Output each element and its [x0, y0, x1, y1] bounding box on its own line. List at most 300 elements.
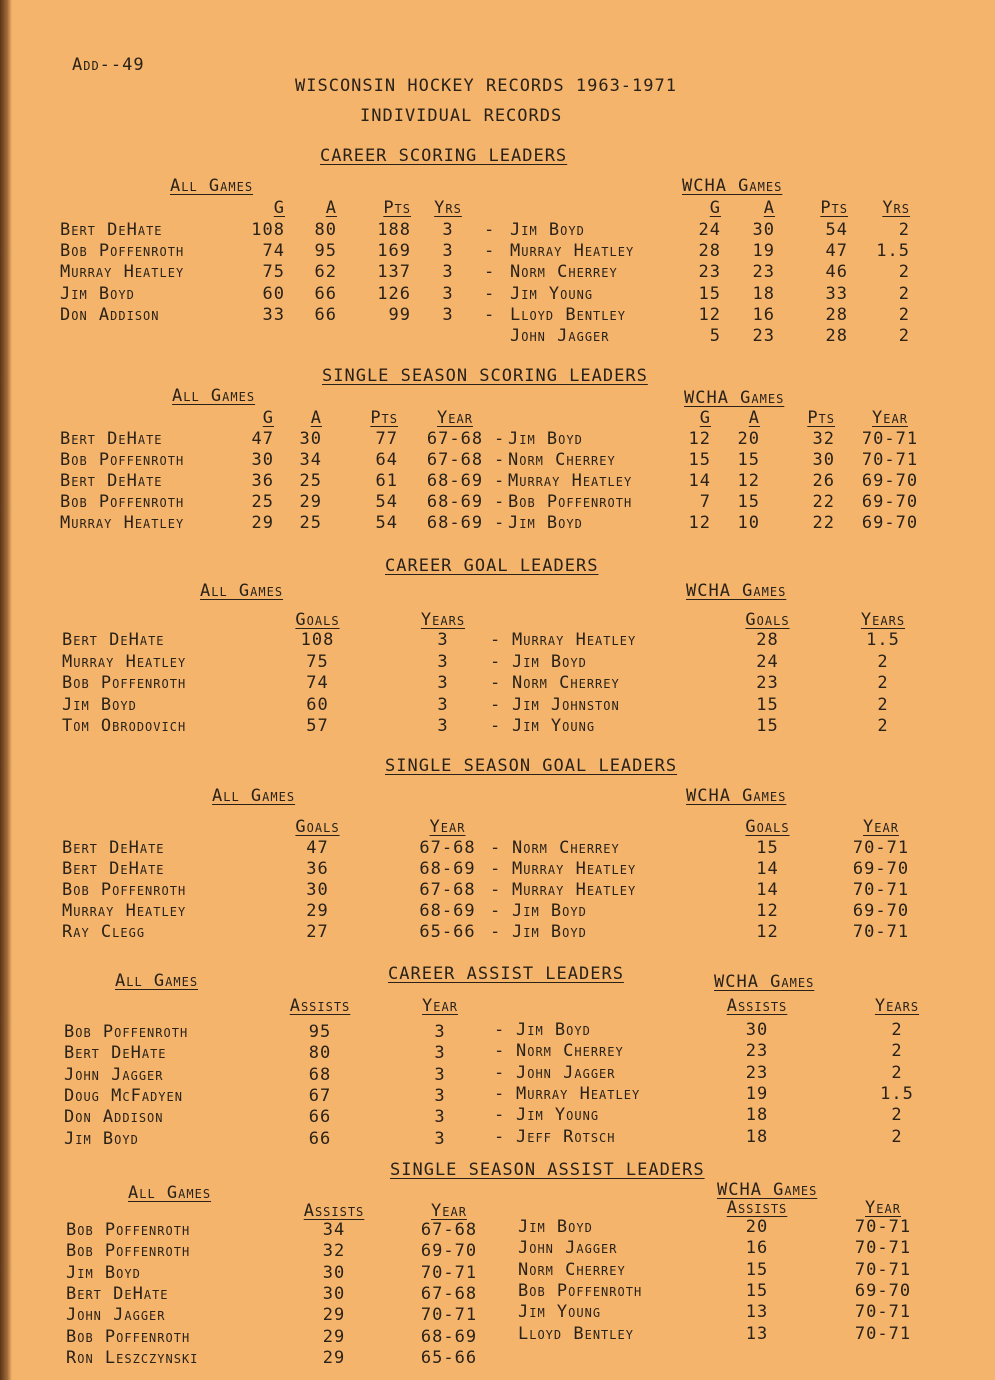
wcha-games-player-name: Jim Boyd: [508, 513, 583, 533]
wcha-games-player-name: Jim Boyd: [512, 922, 587, 942]
wcha-games-stat-cell: 12: [698, 304, 721, 325]
all-games-stat-cell: 80: [308, 1043, 332, 1064]
wcha-games-stat-cell: 30: [752, 220, 775, 240]
all-games-stat-cell: 25: [299, 471, 322, 491]
wcha-games-player-name: Jim Boyd: [516, 1020, 591, 1040]
wcha-games-stat-cell: 69-70: [854, 1280, 912, 1301]
wcha-games-player-name: Bob Poffenroth: [518, 1280, 643, 1301]
wcha-games-stat-cell: 28: [825, 304, 848, 325]
section-heading: CAREER GOAL LEADERS: [385, 556, 599, 576]
wcha-games-player-name: Murray Heatley: [512, 859, 637, 879]
wcha-games-player-name: Norm Cherrey: [518, 1259, 626, 1280]
page-id: Add--49: [72, 55, 145, 75]
row-separator-dash: -: [490, 859, 502, 879]
all-games-player-name: Bert DeHate: [62, 838, 165, 858]
wcha-games-player-name: John Jagger: [510, 326, 610, 346]
wcha-games-stat-cell: 12: [756, 922, 779, 942]
all-games-stat-cell: 25: [299, 513, 322, 533]
all-games-stat-cell: 61: [375, 471, 398, 491]
wcha-games-player-name: Jim Boyd: [508, 429, 583, 449]
all-games-stat-cell: 25: [251, 492, 274, 512]
all-games-stat-cell: 3: [434, 1085, 446, 1106]
all-games-stat-cell: 67: [308, 1085, 332, 1106]
all-games-stat-cell: 29: [251, 513, 274, 533]
wcha-games-stat-cell: 2: [891, 1062, 903, 1083]
wcha-games-player-name: Norm Cherrey: [512, 673, 620, 693]
all-games-stat-cell: 54: [375, 492, 398, 512]
wcha-games-stat-cell: 16: [745, 1238, 769, 1259]
wcha-games-stat-cell: 15: [756, 716, 779, 736]
wcha-games-player-name: Murray Heatley: [512, 630, 637, 650]
wcha-games-column-header: Year: [865, 1198, 901, 1218]
all-games-stat-cell: 29: [322, 1347, 346, 1368]
all-games-stat-cell: 29: [306, 901, 329, 921]
all-games-stat-cell: 30: [299, 429, 322, 449]
all-games-stat-cell: 126: [377, 283, 411, 304]
all-games-stat-cell: 67-68: [420, 1220, 478, 1240]
all-games-stat-cell: 67-68: [420, 1283, 478, 1304]
document-subtitle: INDIVIDUAL RECORDS: [360, 106, 563, 126]
wcha-games-player-name: Murray Heatley: [512, 880, 637, 900]
all-games-stat-cell: 27: [306, 922, 329, 942]
wcha-games-column-header: Pts: [807, 408, 835, 428]
wcha-games-column-header: Assists: [726, 1198, 788, 1218]
row-separator-dash: -: [494, 513, 506, 533]
section-heading: CAREER ASSIST LEADERS: [388, 964, 624, 984]
all-games-stat-cell: 60: [262, 283, 285, 304]
all-games-player-name: Tom Obrodovich: [62, 716, 187, 736]
wcha-games-player-name: Jim Young: [510, 283, 594, 304]
all-games-stat-cell: 30: [251, 450, 274, 470]
all-games-player-name: Bert DeHate: [66, 1283, 169, 1304]
all-games-column-header: Years: [420, 610, 466, 630]
wcha-games-column-header: Years: [860, 610, 906, 630]
all-games-stat-cell: 3: [437, 651, 449, 672]
row-separator-dash: -: [490, 630, 502, 650]
all-games-player-name: Jim Boyd: [66, 1262, 141, 1283]
all-games-stat-cell: 64: [375, 450, 398, 470]
wcha-games-player-name: Murray Heatley: [510, 241, 635, 262]
all-games-stat-cell: 3: [434, 1022, 446, 1042]
wcha-games-player-name: Norm Cherrey: [512, 838, 620, 858]
wcha-games-player-name: Jim Young: [512, 716, 596, 736]
all-games-stat-cell: 3: [437, 673, 449, 693]
wcha-games-stat-cell: 15: [756, 694, 779, 715]
all-games-stat-cell: 75: [262, 262, 285, 283]
all-games-stat-cell: 36: [251, 471, 274, 491]
wcha-games-player-name: Jim Boyd: [512, 901, 587, 921]
wcha-games-stat-cell: 22: [812, 492, 835, 512]
all-games-stat-cell: 3: [442, 241, 454, 262]
row-separator-dash: -: [484, 304, 496, 325]
wcha-games-stat-cell: 23: [752, 326, 775, 346]
wcha-games-stat-cell: 1.5: [876, 241, 910, 262]
all-games-column-header: G: [273, 198, 285, 218]
wcha-games-stat-cell: 23: [745, 1041, 769, 1062]
row-separator-dash: -: [484, 283, 496, 304]
wcha-games-player-name: Jim Young: [518, 1302, 602, 1323]
wcha-games-stat-cell: 10: [737, 513, 760, 533]
all-games-stat-cell: 3: [434, 1128, 446, 1149]
wcha-games-stat-cell: 23: [756, 673, 779, 693]
wcha-games-stat-cell: 2: [891, 1041, 903, 1062]
all-games-column-header: G: [262, 408, 274, 428]
wcha-games-stat-cell: 12: [737, 471, 760, 491]
wcha-games-player-name: Jeff Rotsch: [516, 1126, 616, 1147]
all-games-player-name: John Jagger: [64, 1064, 164, 1085]
all-games-player-name: Bob Poffenroth: [60, 241, 185, 262]
all-games-player-name: Bob Poffenroth: [62, 673, 187, 693]
all-games-stat-cell: 70-71: [420, 1305, 478, 1326]
all-games-stat-cell: 3: [437, 694, 449, 715]
wcha-games-stat-cell: 2: [877, 694, 889, 715]
all-games-column-header: Year: [431, 1201, 467, 1221]
wcha-games-stat-cell: 15: [756, 838, 779, 858]
wcha-games-stat-cell: 46: [825, 262, 848, 283]
section-heading: SINGLE SEASON GOAL LEADERS: [385, 756, 678, 776]
all-games-player-name: Jim Boyd: [60, 283, 135, 304]
all-games-stat-cell: 66: [308, 1107, 332, 1128]
all-games-player-name: Bob Poffenroth: [60, 450, 185, 470]
wcha-games-stat-cell: 2: [898, 326, 910, 346]
wcha-games-player-name: John Jagger: [518, 1238, 618, 1259]
wcha-games-player-name: Bob Poffenroth: [508, 492, 633, 512]
all-games-stat-cell: 47: [251, 429, 274, 449]
wcha-games-stat-cell: 69-70: [861, 513, 919, 533]
wcha-games-label: WCHA Games: [682, 176, 783, 196]
all-games-stat-cell: 62: [314, 262, 337, 283]
wcha-games-column-header: Pts: [820, 198, 848, 218]
all-games-column-header: Assists: [303, 1201, 365, 1221]
wcha-games-stat-cell: 2: [898, 283, 910, 304]
row-separator-dash: -: [484, 220, 496, 240]
all-games-player-name: Ray Clegg: [62, 922, 146, 942]
all-games-player-name: Bob Poffenroth: [64, 1022, 189, 1042]
all-games-column-header: Assists: [289, 996, 351, 1016]
row-separator-dash: -: [490, 922, 502, 942]
wcha-games-stat-cell: 23: [745, 1062, 769, 1083]
all-games-stat-cell: 68: [308, 1064, 332, 1085]
all-games-stat-cell: 30: [322, 1283, 346, 1304]
wcha-games-column-header: G: [709, 198, 721, 218]
section-heading: SINGLE SEASON SCORING LEADERS: [322, 366, 648, 386]
wcha-games-stat-cell: 70-71: [854, 1259, 912, 1280]
wcha-games-stat-cell: 70-71: [861, 429, 919, 449]
wcha-games-player-name: Norm Cherrey: [516, 1041, 624, 1062]
all-games-player-name: Don Addison: [60, 304, 160, 325]
all-games-player-name: Murray Heatley: [62, 901, 187, 921]
all-games-stat-cell: 169: [377, 241, 411, 262]
wcha-games-stat-cell: 28: [825, 326, 848, 346]
wcha-games-stat-cell: 12: [756, 901, 779, 921]
all-games-stat-cell: 68-69: [419, 901, 476, 921]
wcha-games-stat-cell: 69-70: [852, 859, 910, 879]
all-games-stat-cell: 66: [308, 1128, 332, 1149]
all-games-player-name: Bert DeHate: [60, 220, 163, 240]
row-separator-dash: -: [494, 1062, 506, 1083]
all-games-column-header: A: [325, 198, 337, 218]
wcha-games-stat-cell: 70-71: [852, 880, 910, 900]
wcha-games-stat-cell: 54: [825, 220, 848, 240]
all-games-player-name: Bert DeHate: [62, 859, 165, 879]
all-games-player-name: Bob Poffenroth: [66, 1326, 191, 1347]
wcha-games-column-header: A: [763, 198, 775, 218]
wcha-games-player-name: Lloyd Bentley: [510, 304, 626, 325]
row-separator-dash: -: [494, 1083, 506, 1104]
all-games-stat-cell: 77: [375, 429, 398, 449]
all-games-label: All Games: [170, 176, 254, 196]
row-separator-dash: -: [484, 262, 496, 283]
wcha-games-column-header: Year: [872, 408, 908, 428]
all-games-column-header: A: [310, 408, 322, 428]
all-games-stat-cell: 95: [308, 1022, 332, 1042]
wcha-games-stat-cell: 69-70: [861, 492, 919, 512]
wcha-games-column-header: Goals: [745, 817, 790, 837]
row-separator-dash: -: [494, 471, 506, 491]
row-separator-dash: -: [494, 492, 506, 512]
wcha-games-player-name: Norm Cherrey: [508, 450, 616, 470]
row-separator-dash: -: [494, 1041, 506, 1062]
all-games-stat-cell: 70-71: [420, 1262, 478, 1283]
wcha-games-column-header: Goals: [745, 610, 790, 630]
all-games-player-name: Jim Boyd: [62, 694, 137, 715]
all-games-column-header: Year: [429, 817, 466, 837]
wcha-games-stat-cell: 16: [752, 304, 775, 325]
all-games-stat-cell: 66: [314, 304, 337, 325]
all-games-player-name: Murray Heatley: [62, 651, 187, 672]
wcha-games-stat-cell: 2: [877, 673, 889, 693]
wcha-games-stat-cell: 14: [688, 471, 711, 491]
all-games-label: All Games: [212, 786, 296, 806]
wcha-games-player-name: Jim Young: [516, 1105, 600, 1126]
all-games-label: All Games: [115, 971, 199, 991]
all-games-stat-cell: 32: [322, 1241, 346, 1262]
document-title: WISCONSIN HOCKEY RECORDS 1963-1971: [295, 76, 677, 96]
wcha-games-stat-cell: 33: [825, 283, 848, 304]
wcha-games-stat-cell: 70-71: [861, 450, 919, 470]
all-games-stat-cell: 3: [434, 1107, 446, 1128]
all-games-stat-cell: 99: [388, 304, 411, 325]
all-games-column-header: Pts: [383, 198, 411, 218]
wcha-games-stat-cell: 26: [812, 471, 835, 491]
wcha-games-stat-cell: 32: [812, 429, 835, 449]
all-games-stat-cell: 95: [314, 241, 337, 262]
wcha-games-stat-cell: 70-71: [852, 922, 910, 942]
all-games-player-name: Bert DeHate: [62, 630, 165, 650]
all-games-player-name: Ron Leszczynski: [66, 1347, 199, 1368]
wcha-games-stat-cell: 20: [745, 1217, 769, 1237]
wcha-games-stat-cell: 12: [688, 429, 711, 449]
wcha-games-player-name: Jim Boyd: [510, 220, 585, 240]
wcha-games-stat-cell: 1.5: [866, 630, 900, 650]
row-separator-dash: -: [490, 651, 502, 672]
wcha-games-label: WCHA Games: [684, 388, 785, 408]
row-separator-dash: -: [490, 880, 502, 900]
all-games-player-name: Bert DeHate: [64, 1043, 167, 1064]
all-games-player-name: Bob Poffenroth: [62, 880, 187, 900]
wcha-games-stat-cell: 15: [698, 283, 721, 304]
wcha-games-stat-cell: 2: [898, 220, 910, 240]
row-separator-dash: -: [494, 1020, 506, 1040]
all-games-stat-cell: 108: [251, 220, 285, 240]
wcha-games-stat-cell: 13: [745, 1323, 769, 1344]
all-games-label: All Games: [200, 581, 284, 601]
row-separator-dash: -: [490, 838, 502, 858]
all-games-stat-cell: 137: [377, 262, 411, 283]
wcha-games-stat-cell: 2: [891, 1020, 903, 1040]
wcha-games-stat-cell: 28: [756, 630, 779, 650]
wcha-games-stat-cell: 70-71: [854, 1323, 912, 1344]
all-games-column-header: Year: [437, 408, 473, 428]
row-separator-dash: -: [494, 1105, 506, 1126]
wcha-games-stat-cell: 19: [752, 241, 775, 262]
wcha-games-player-name: John Jagger: [516, 1062, 616, 1083]
wcha-games-stat-cell: 2: [898, 262, 910, 283]
all-games-stat-cell: 30: [306, 880, 329, 900]
wcha-games-stat-cell: 30: [812, 450, 835, 470]
all-games-label: All Games: [172, 386, 256, 406]
all-games-stat-cell: 68-69: [426, 471, 484, 491]
wcha-games-stat-cell: 23: [752, 262, 775, 283]
wcha-games-stat-cell: 13: [745, 1302, 769, 1323]
all-games-stat-cell: 36: [306, 859, 329, 879]
row-separator-dash: -: [490, 901, 502, 921]
wcha-games-stat-cell: 70-71: [852, 838, 910, 858]
wcha-games-stat-cell: 70-71: [854, 1238, 912, 1259]
all-games-player-name: Bob Poffenroth: [60, 492, 185, 512]
all-games-player-name: Bert DeHate: [60, 429, 163, 449]
wcha-games-player-name: Jim Boyd: [512, 651, 587, 672]
section-heading: SINGLE SEASON ASSIST LEADERS: [390, 1160, 705, 1180]
all-games-stat-cell: 60: [306, 694, 329, 715]
wcha-games-stat-cell: 18: [745, 1126, 769, 1147]
all-games-stat-cell: 65-66: [419, 922, 476, 942]
wcha-games-column-header: Yrs: [882, 198, 910, 218]
wcha-games-stat-cell: 15: [737, 492, 760, 512]
wcha-games-label: WCHA Games: [714, 972, 815, 992]
wcha-games-player-name: Norm Cherrey: [510, 262, 618, 283]
wcha-games-stat-cell: 70-71: [854, 1217, 912, 1237]
all-games-column-header: Pts: [370, 408, 398, 428]
wcha-games-stat-cell: 5: [709, 326, 721, 346]
all-games-stat-cell: 67-68: [419, 838, 476, 858]
all-games-stat-cell: 68-69: [426, 513, 484, 533]
row-separator-dash: -: [490, 694, 502, 715]
all-games-stat-cell: 3: [434, 1043, 446, 1064]
wcha-games-column-header: Years: [874, 996, 920, 1016]
wcha-games-stat-cell: 2: [877, 716, 889, 736]
all-games-stat-cell: 69-70: [420, 1241, 478, 1262]
all-games-player-name: Bob Poffenroth: [66, 1241, 191, 1262]
all-games-stat-cell: 80: [314, 220, 337, 240]
wcha-games-player-name: Murray Heatley: [508, 471, 633, 491]
all-games-stat-cell: 3: [437, 630, 449, 650]
row-separator-dash: -: [490, 716, 502, 736]
all-games-stat-cell: 74: [306, 673, 329, 693]
wcha-games-stat-cell: 15: [745, 1259, 769, 1280]
row-separator-dash: -: [484, 241, 496, 262]
all-games-player-name: John Jagger: [66, 1305, 166, 1326]
wcha-games-stat-cell: 24: [756, 651, 779, 672]
all-games-stat-cell: 68-69: [426, 492, 484, 512]
wcha-games-stat-cell: 15: [688, 450, 711, 470]
all-games-label: All Games: [128, 1183, 212, 1203]
wcha-games-stat-cell: 22: [812, 513, 835, 533]
all-games-stat-cell: 54: [375, 513, 398, 533]
wcha-games-player-name: Murray Heatley: [516, 1083, 641, 1104]
all-games-stat-cell: 57: [306, 716, 329, 736]
all-games-stat-cell: 3: [442, 220, 454, 240]
wcha-games-player-name: Jim Boyd: [518, 1217, 593, 1237]
row-separator-dash: -: [494, 429, 506, 449]
wcha-games-stat-cell: 2: [877, 651, 889, 672]
all-games-stat-cell: 67-68: [426, 429, 484, 449]
all-games-stat-cell: 3: [442, 304, 454, 325]
wcha-games-stat-cell: 23: [698, 262, 721, 283]
wcha-games-stat-cell: 47: [825, 241, 848, 262]
wcha-games-stat-cell: 2: [891, 1126, 903, 1147]
wcha-games-stat-cell: 7: [699, 492, 711, 512]
all-games-column-header: Year: [422, 996, 458, 1016]
all-games-stat-cell: 3: [442, 262, 454, 283]
wcha-games-stat-cell: 70-71: [854, 1302, 912, 1323]
wcha-games-label: WCHA Games: [686, 581, 787, 601]
all-games-stat-cell: 188: [377, 220, 411, 240]
all-games-stat-cell: 29: [322, 1305, 346, 1326]
all-games-column-header: Goals: [295, 610, 340, 630]
all-games-stat-cell: 33: [262, 304, 285, 325]
all-games-stat-cell: 66: [314, 283, 337, 304]
wcha-games-stat-cell: 12: [688, 513, 711, 533]
wcha-games-column-header: Year: [863, 817, 899, 837]
all-games-stat-cell: 3: [437, 716, 449, 736]
wcha-games-stat-cell: 19: [745, 1083, 769, 1104]
wcha-games-stat-cell: 24: [698, 220, 721, 240]
all-games-stat-cell: 108: [300, 630, 335, 650]
all-games-stat-cell: 67-68: [426, 450, 484, 470]
wcha-games-player-name: Lloyd Bentley: [518, 1323, 634, 1344]
wcha-games-stat-cell: 15: [745, 1280, 769, 1301]
wcha-games-label: WCHA Games: [717, 1180, 818, 1200]
all-games-stat-cell: 68-69: [420, 1326, 478, 1347]
all-games-stat-cell: 3: [434, 1064, 446, 1085]
wcha-games-stat-cell: 15: [737, 450, 760, 470]
all-games-stat-cell: 29: [299, 492, 322, 512]
wcha-games-label: WCHA Games: [686, 786, 787, 806]
all-games-stat-cell: 3: [442, 283, 454, 304]
wcha-games-stat-cell: 14: [756, 880, 779, 900]
all-games-player-name: Don Addison: [64, 1107, 164, 1128]
wcha-games-column-header: G: [699, 408, 711, 428]
all-games-player-name: Murray Heatley: [60, 513, 185, 533]
all-games-player-name: Murray Heatley: [60, 262, 185, 283]
wcha-games-column-header: A: [748, 408, 760, 428]
section-heading: CAREER SCORING LEADERS: [320, 146, 568, 166]
all-games-stat-cell: 74: [262, 241, 285, 262]
all-games-stat-cell: 68-69: [419, 859, 476, 879]
all-games-stat-cell: 67-68: [419, 880, 476, 900]
wcha-games-player-name: Jim Johnston: [512, 694, 620, 715]
wcha-games-stat-cell: 28: [698, 241, 721, 262]
all-games-stat-cell: 34: [322, 1220, 346, 1240]
wcha-games-stat-cell: 2: [898, 304, 910, 325]
wcha-games-stat-cell: 69-70: [861, 471, 919, 491]
all-games-player-name: Jim Boyd: [64, 1128, 139, 1149]
all-games-stat-cell: 34: [299, 450, 322, 470]
wcha-games-stat-cell: 20: [737, 429, 760, 449]
all-games-column-header: Yrs: [434, 198, 462, 218]
all-games-stat-cell: 47: [306, 838, 329, 858]
